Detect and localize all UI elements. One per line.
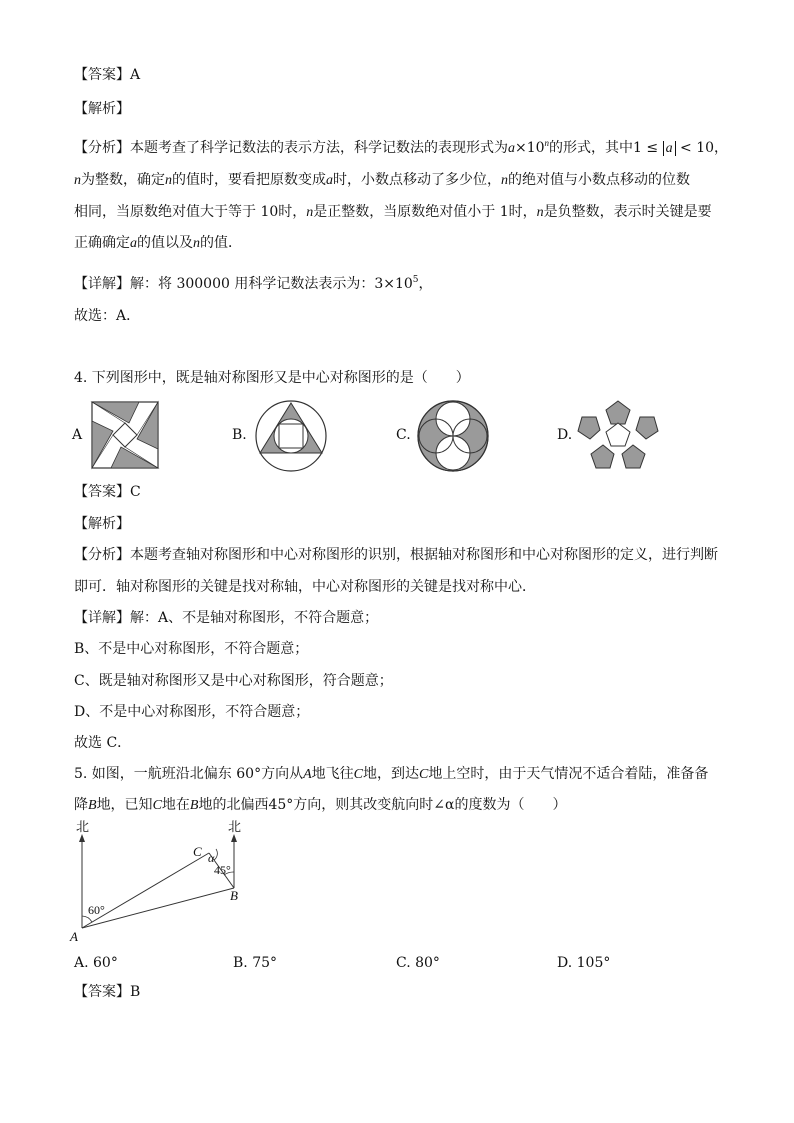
answer-tag: 【答案】 [74,67,130,83]
q4-choice-d-label: D. [557,427,573,443]
q3-xiangjie-line: 【详解】解：将 300000 用科学记数法表示为：$3\times 10^5$， [74,275,433,292]
q3-fenxi-line-2: n为整数，确定n的值时，要看把原数变成a时，小数点移动了多少位，n的绝对值与小数点移动的位数 [74,172,690,188]
angle-alpha-arc [214,849,217,860]
point-label-a: A [70,929,78,944]
q4-xiangjie-line-1: 【详解】解：A、不是轴对称图形，不符合题意； [74,610,379,626]
q3-answer-choice: 故选：A． [74,308,141,324]
q4-figure-c [416,399,490,473]
angle-label-60: 60° [88,903,105,917]
q5-option-d[interactable]: D. 105° [557,955,611,971]
q4-analysis-heading: 【解析】 [74,516,130,532]
q4-fenxi-line-2: 即可．轴对称图形的关键是找对称轴，中心对称图形的关键是找对称中心． [74,579,536,595]
q3-fenxi-line-3: 相同，当原数绝对值大于等于 10时，n是正整数，当原数绝对值小于 1时，n是负整数，表示时关键是要 [74,204,712,220]
q5-option-c[interactable]: C. 80° [396,955,440,971]
q4-choice-c-label: C. [396,427,411,443]
q4-stem: 4. 下列图形中，既是轴对称图形又是中心对称图形的是（ ） [74,370,470,386]
q5-stem-line-2: 降B地，已知C地在B地的北偏西45°方向，则其改变航向时∠α的度数为（ ） [74,797,567,813]
q4-xiangjie-line-3: C、既是轴对称图形又是中心对称图形，符合题意； [74,673,393,689]
q3-analysis-heading: 【解析】 [74,101,130,117]
q5-stem-line-1: 5. 如图，一航班沿北偏东 60°方向从A地飞往C地，到达C地上空时，由于天气情况不适合着陆，准备备 [74,766,709,782]
angle-label-alpha: α [208,851,215,865]
q5-option-a[interactable]: A. 60° [74,955,118,971]
q3-fenxi-line-1: 【分析】本题考查了科学记数法的表示方法，科学记数法的表现形式为$a\times 10^n$的形式，其中1 ≤ a < 10， [74,138,729,156]
point-label-c: C [193,844,202,859]
q3-fenxi-line-4: 正确确定a的值以及n的值． [74,235,242,251]
q4-answer-line: 【答案】C [74,484,141,500]
north-label-left: 北 [76,820,90,835]
q4-figure-d [578,399,658,473]
north-arrow-right-icon [231,834,237,842]
q4-choice-b-label: B. [232,427,247,443]
q4-figure-a [91,401,159,469]
q4-xiangjie-line-4: D、不是中心对称图形，不符合题意； [74,704,310,720]
q4-xiangjie-line-2: B、不是中心对称图形，不符合题意； [74,641,309,657]
q3-answer-line [74,65,140,85]
angle-label-45: 45° [214,863,231,877]
q5-answer-line: 【答案】B [74,984,141,1000]
north-label-right: 北 [228,820,242,835]
q5-figure [66,820,256,946]
q4-answer-choice: 故选 C． [74,735,132,751]
q5-option-b[interactable]: B. 75° [233,955,278,971]
q4-fenxi-line-1: 【分析】本题考查轴对称图形和中心对称图形的识别，根据轴对称图形和中心对称图形的定义，进行判断 [74,547,718,563]
answer-value: A [130,67,141,83]
point-label-b: B [230,888,238,903]
q4-figure-b [254,399,328,473]
north-arrow-left-icon [79,834,85,842]
q4-choice-a-label: A [72,427,83,443]
